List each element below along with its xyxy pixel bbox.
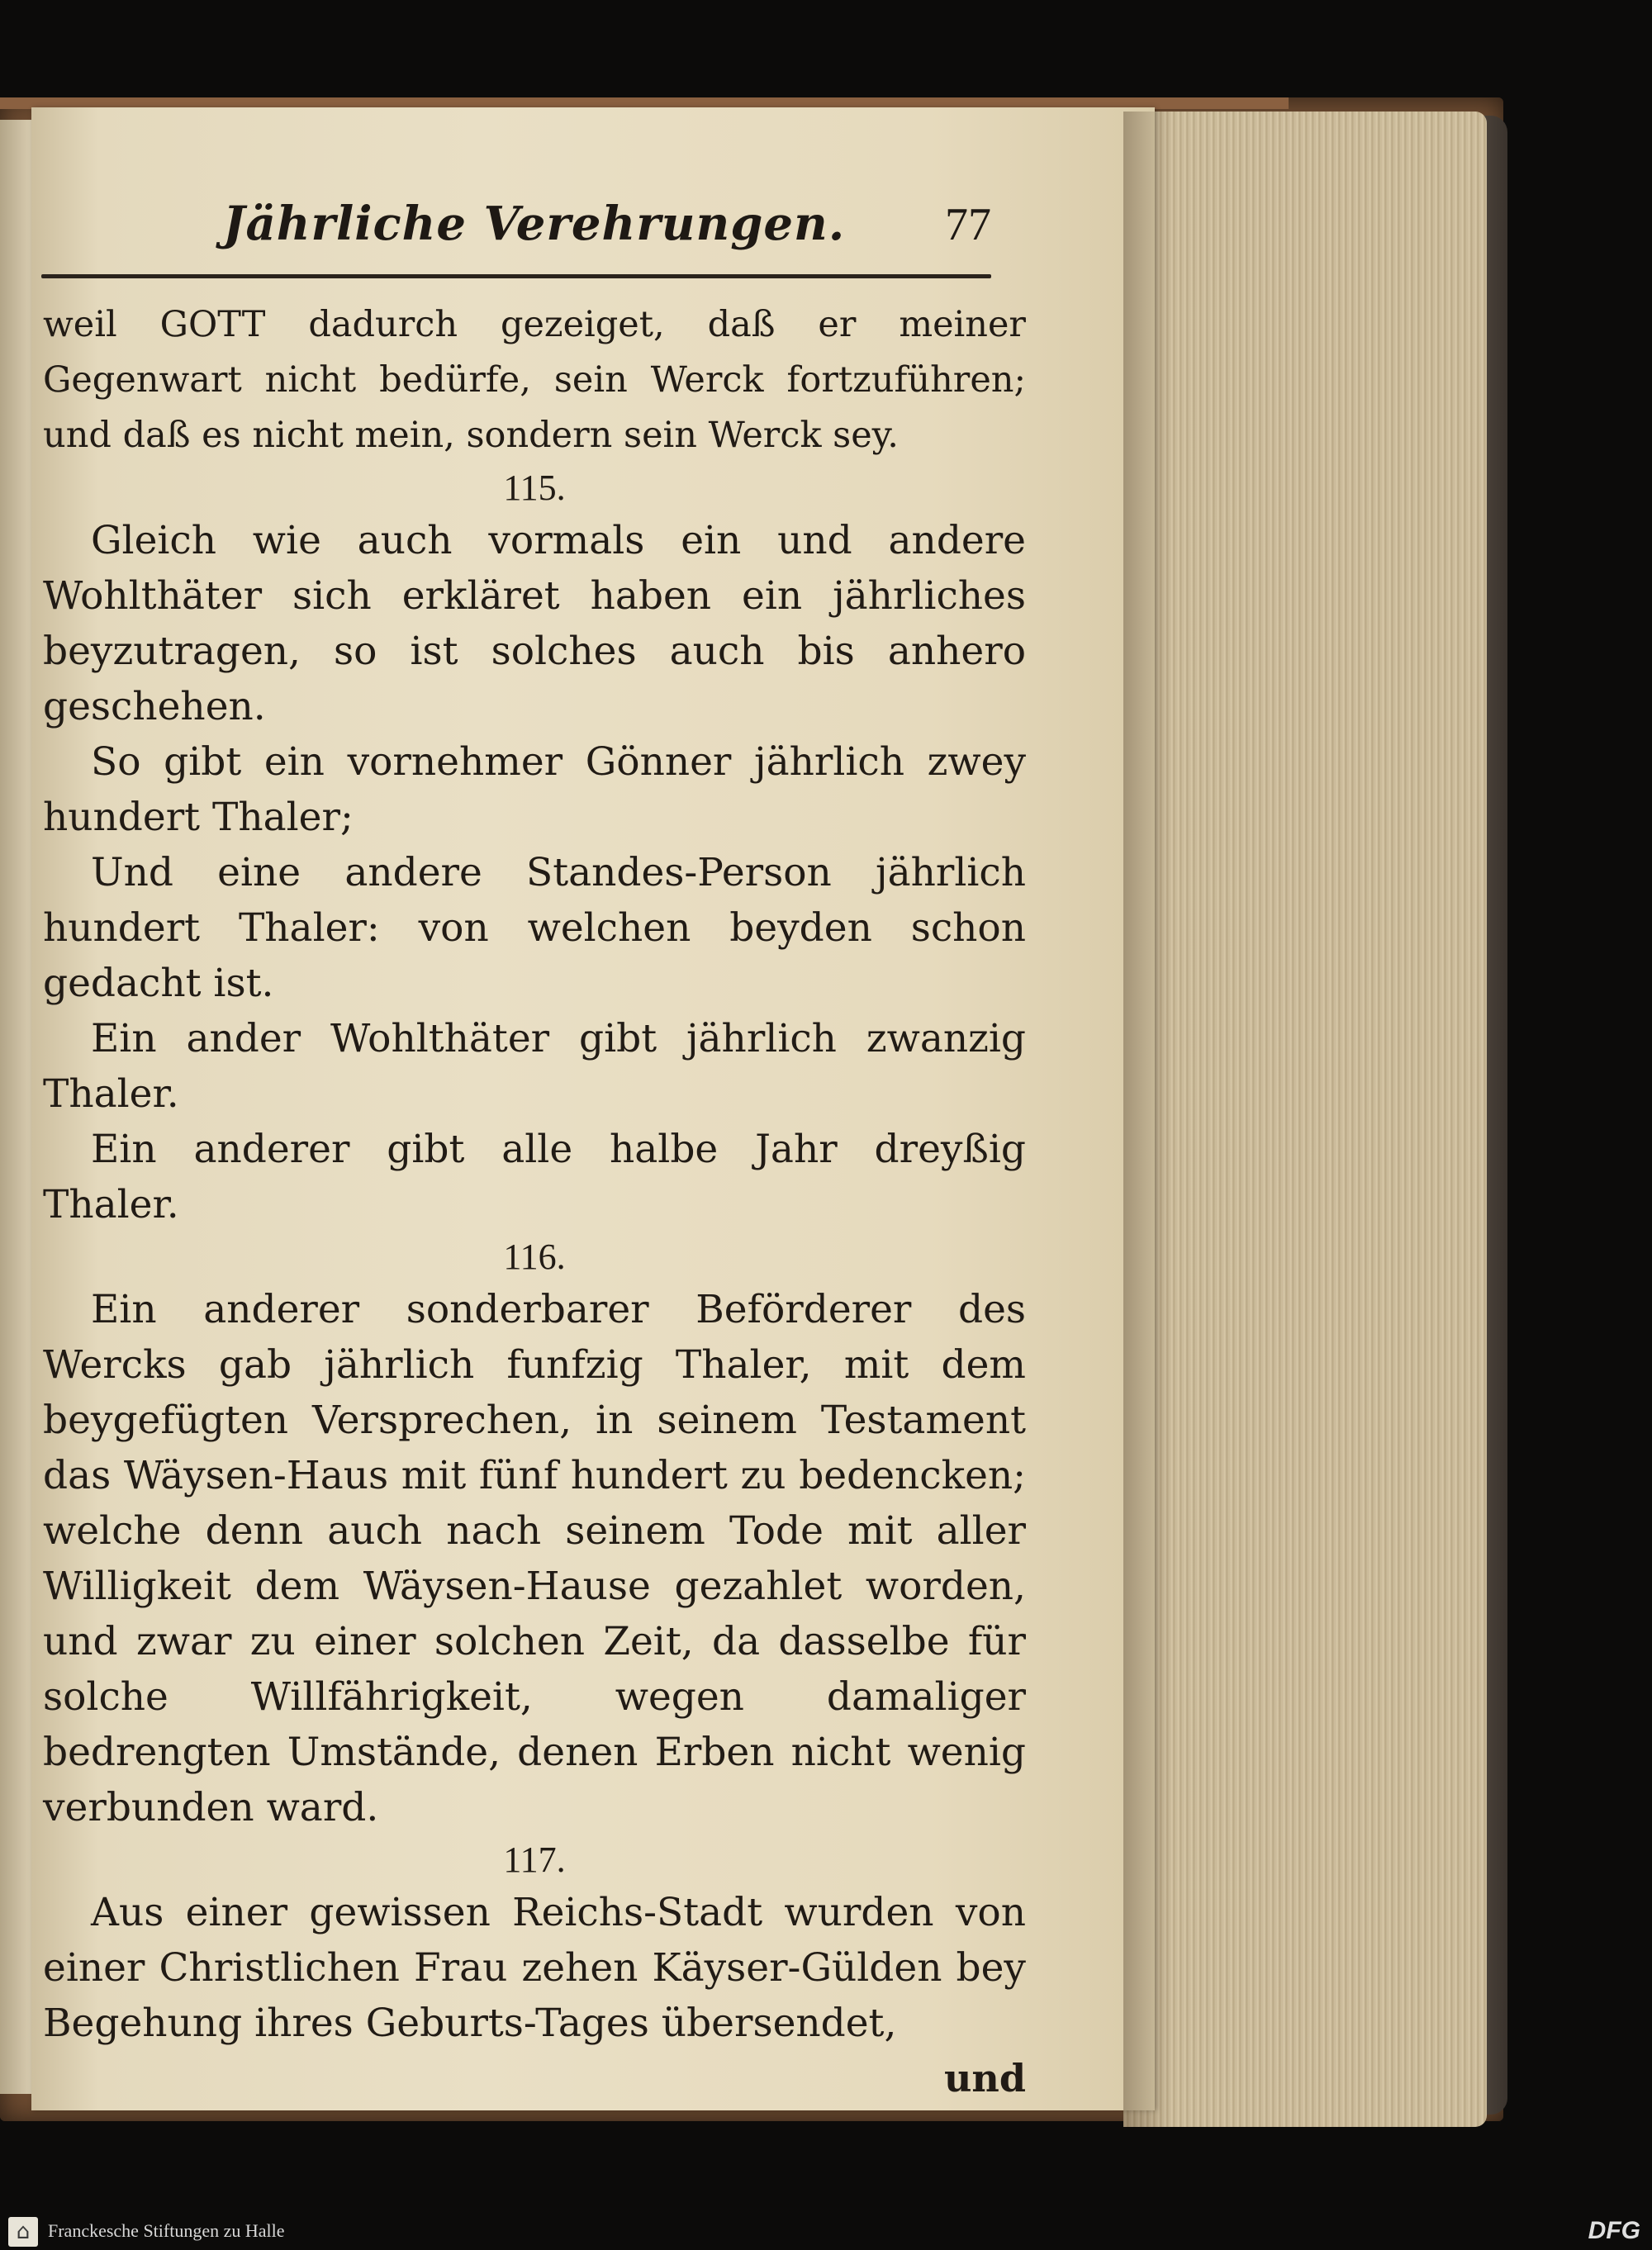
gutter-shadow	[1123, 112, 1173, 2127]
running-head	[223, 197, 991, 263]
catchword: und	[943, 2056, 1026, 2100]
section-number-115: 115.	[503, 468, 566, 508]
paragraph-imperial-city: Aus einer gewissen Reichs-Stadt wurden von einer Christlichen Frau zehen Käyser-Gülden bey Begehung ihres Geburts-Tages übersendet,	[43, 1890, 1026, 2046]
page-body-text	[43, 297, 1026, 2106]
facing-page-edge	[0, 120, 31, 2094]
viewer-footer	[0, 2212, 1652, 2250]
institution-name: Franckesche Stiftungen zu Halle	[48, 2220, 285, 2241]
section-number-116: 116.	[503, 1237, 566, 1277]
paragraph-benefactors: Gleich wie auch vormals ein und andere Wohlthäter sich erkläret haben ein jährliches beyzutragen, so ist solches auch bis anhero geschehen.	[43, 518, 1026, 729]
header-rule	[41, 274, 991, 278]
paragraph-twenty-thaler: Ein ander Wohlthäter gibt jährlich zwanzig Thaler.	[43, 1016, 1026, 1117]
paragraph-noble-person: Und eine andere Standes-Person jährlich hundert Thaler: von welchen beyden schon gedacht ist.	[43, 850, 1026, 1006]
section-number-117: 117.	[503, 1839, 566, 1880]
page-number: 77	[945, 199, 991, 250]
paragraph-testament: Ein anderer sonderbarer Beförderer des Wercks gab jährlich funfzig Thaler, mit dem beygefügten Versprechen, in seinem Testament das Wäysen-Haus mit fünf hundert zu bedencken; welche denn auch nach seinem Tode mit aller Willigkeit dem Wäysen-Hause gezahlet worden, und zwar zu einer solchen Zeit, da dasselbe für solche Willfährigkeit, wegen damaliger bedrengten Umstände, denen Erben nicht wenig verbunden ward.	[43, 1287, 1026, 1830]
dfg-logo: DFG	[1588, 2217, 1640, 2244]
paragraph-thirty-thaler: Ein anderer gibt alle halbe Jahr dreyßig Thaler.	[43, 1127, 1026, 1227]
paragraph-patron: So gibt ein vornehmer Gönner jährlich zwey hundert Thaler;	[43, 739, 1026, 840]
paragraph-continuation: weil GOTT dadurch gezeiget, daß er meiner Gegenwart nicht bedürfe, sein Werck fortzuführen; und daß es nicht mein, sondern sein Werck sey.	[43, 304, 1026, 456]
institution-logo-icon: ⌂	[8, 2217, 38, 2247]
running-title: Jährliche Verehrungen.	[223, 197, 846, 251]
page-block-edges	[1123, 112, 1487, 2127]
